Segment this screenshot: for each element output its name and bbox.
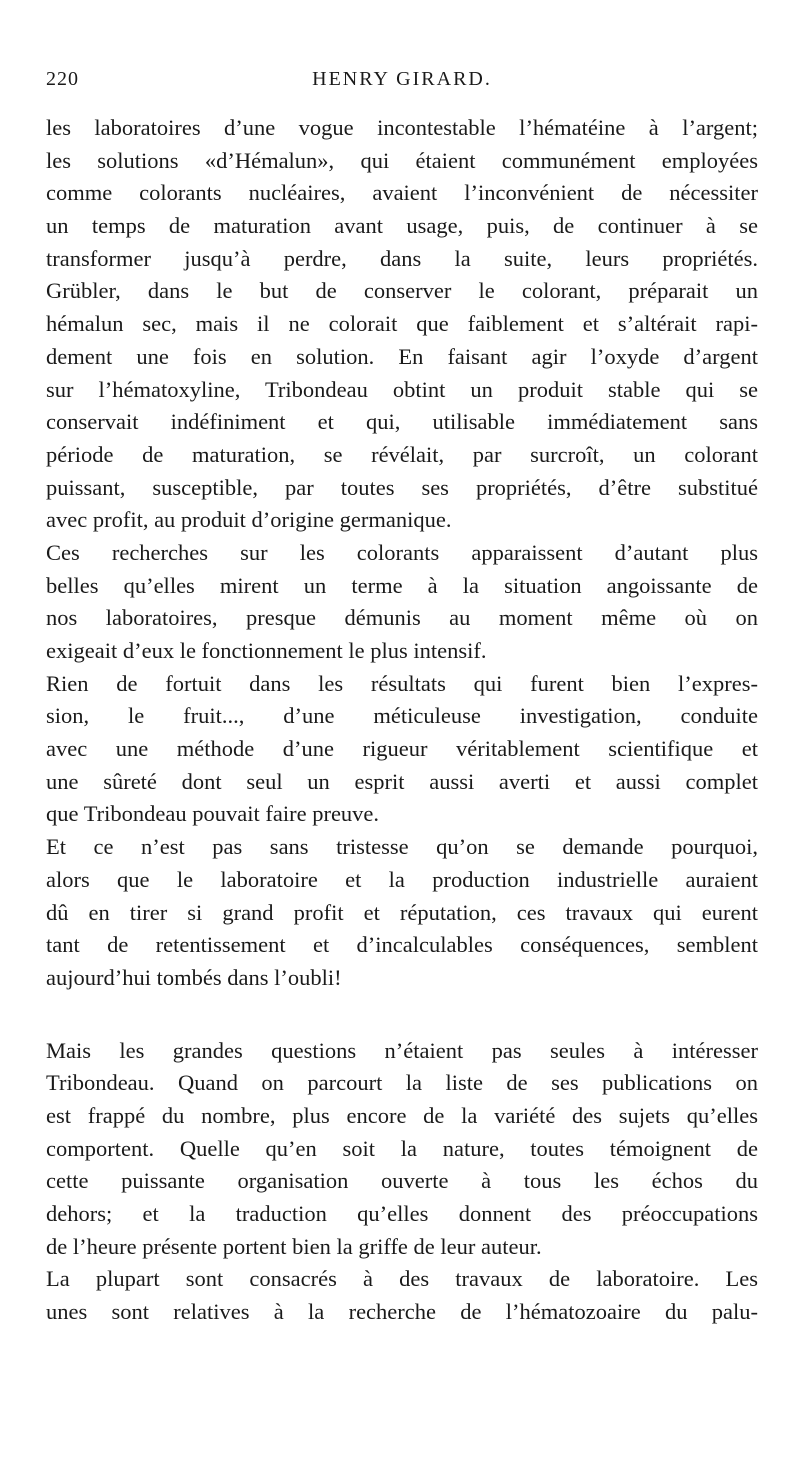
text-line: est frappé du nombre, plus encore de la variété des sujets qu’elles xyxy=(46,1102,758,1128)
paragraph xyxy=(46,668,758,831)
text-line: puissant, susceptible, par toutes ses propriétés, d’être substitué xyxy=(46,474,758,500)
text-line: unes sont relatives à la recherche de l’hématozoaire du palu- xyxy=(46,1299,758,1325)
paragraph xyxy=(46,831,758,994)
book-page xyxy=(46,68,758,1329)
paragraph xyxy=(46,1263,758,1328)
text-line: aujourd’hui tombés dans l’oubli! xyxy=(46,964,342,990)
paragraph xyxy=(46,1035,758,1264)
text-line: cette puissante organisation ouverte à tous les échos du xyxy=(46,1168,758,1194)
text-line: sion, le fruit..., d’une méticuleuse investigation, conduite xyxy=(46,703,758,729)
running-head: HENRY GIRARD. xyxy=(312,68,492,90)
text-line: dehors; et la traduction qu’elles donnent des préoccupations xyxy=(46,1201,758,1226)
text-line: de l’heure présente portent bien la griffe de leur auteur. xyxy=(46,1233,542,1259)
text-line: nos laboratoires, presque démunis au moment même où on xyxy=(46,605,758,631)
page-number: 220 xyxy=(46,68,79,90)
text-line: les laboratoires d’une vogue incontestable l’hématéine à l’argent; xyxy=(46,115,758,140)
text-line: hémalun sec, mais il ne colorait que faiblement et s’altérait rapi- xyxy=(46,311,758,337)
text-line: une sûreté dont seul un esprit aussi averti et aussi complet xyxy=(46,768,758,794)
text-line: exigeait d’eux le fonctionnement le plus intensif. xyxy=(46,638,487,663)
paragraph xyxy=(46,112,758,537)
paragraph xyxy=(46,537,758,668)
text-line: Mais les grandes questions n’étaient pas seules à intéresser xyxy=(46,1037,758,1063)
text-line: alors que le laboratoire et la production industrielle auraient xyxy=(46,866,758,892)
page-header xyxy=(46,68,758,104)
text-line: Tribondeau. Quand on parcourt la liste de ses publications on xyxy=(46,1070,758,1096)
body-text xyxy=(46,112,758,1329)
text-line: La plupart sont consacrés à des travaux de laboratoire. Les xyxy=(46,1266,758,1292)
text-line: avec une méthode d’une rigueur véritablement scientifique et xyxy=(46,736,758,762)
text-line: conservait indéfiniment et qui, utilisable immédiatement sans xyxy=(46,409,758,435)
text-line: comportent. Quelle qu’en soit la nature, toutes témoignent de xyxy=(46,1135,758,1161)
text-line: Rien de fortuit dans les résultats qui furent bien l’expres- xyxy=(46,670,758,696)
text-line: dement une fois en solution. En faisant agir l’oxyde d’argent xyxy=(46,343,758,369)
text-line: période de maturation, se révélait, par surcroît, un colorant xyxy=(46,441,758,467)
text-line: dû en tirer si grand profit et réputation, ces travaux qui eurent xyxy=(46,899,758,925)
section-gap xyxy=(46,995,758,1035)
text-line: comme colorants nucléaires, avaient l’inconvénient de nécessiter xyxy=(46,180,758,206)
text-line: Ces recherches sur les colorants apparaissent d’autant plus xyxy=(46,539,758,565)
text-line: sur l’hématoxyline, Tribondeau obtint un produit stable qui se xyxy=(46,376,758,402)
text-line: Grübler, dans le but de conserver le colorant, préparait un xyxy=(46,278,758,304)
text-line: avec profit, au produit d’origine germanique. xyxy=(46,507,452,533)
text-line: transformer jusqu’à perdre, dans la suite, leurs propriétés. xyxy=(46,245,758,271)
text-line: Et ce n’est pas sans tristesse qu’on se demande pourquoi, xyxy=(46,834,758,860)
text-line: un temps de maturation avant usage, puis, de continuer à se xyxy=(46,213,758,239)
text-line: que Tribondeau pouvait faire preuve. xyxy=(46,801,380,827)
text-line: belles qu’elles mirent un terme à la situation angoissante de xyxy=(46,572,758,598)
text-line: tant de retentissement et d’incalculables conséquences, semblent xyxy=(46,932,758,958)
text-line: les solutions «d’Hémalun», qui étaient communément employées xyxy=(46,147,758,173)
